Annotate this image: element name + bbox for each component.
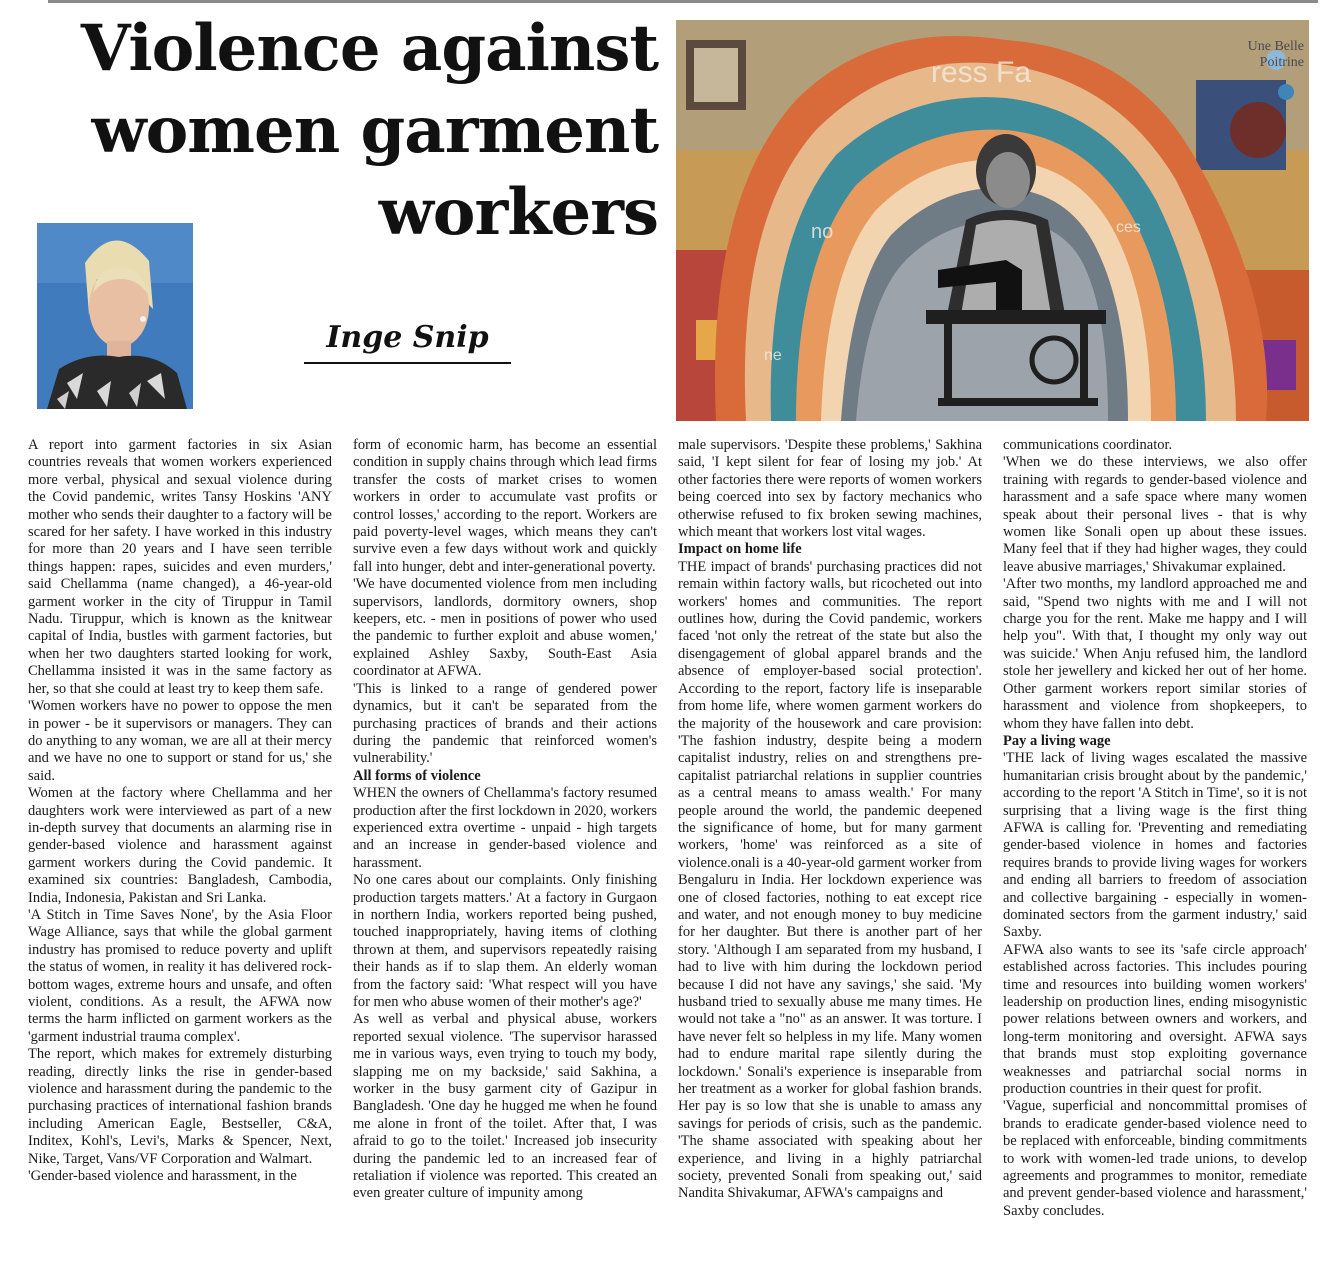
article-column-3 (678, 437, 982, 1243)
collage-fragment-text-4: ne (764, 347, 782, 364)
collage-corner-text: Une Belle Poitrine (1247, 39, 1304, 70)
article-paragraph: 'A Stitch in Time Saves None', by the Asia Floor Wage Alliance, says that while the global garment industry has promised to reduce poverty and uplift the status of women, in reality it has delivered rock-bottom wages, extreme hours and unsafe, and often violent, conditions. As a result, the AFWA now terms the harm inflicted on garment workers as the 'garment industrial trauma complex'. (28, 906, 332, 1045)
section-heading: All forms of violence (353, 767, 481, 784)
article-paragraph: A report into garment factories in six Asian countries reveals that women workers experienced more verbal, physical and sexual violence during the Covid pandemic, writes Tansy Hoskins 'ANY mother who sends their daughter to a factory will be scared for her safety. I have worked in this industry for more than 20 years and I have seen terrible things happen: rapes, suicides and even murders,' said Chellamma (name changed), a 46-year-old garment worker in the city of Tiruppur in Tamil Nadu. Tiruppur, which is known as the knitwear capital of India, bustles with garment factories, but when her two daughters started looking for work, Chellamma insisted it was in the same factory as her, so that she could at least try to keep them safe. (28, 437, 332, 697)
article-paragraph: 'When we do these interviews, we also offer training with regards to gender-based violence and harassment and a safe space where many women speak about their personal lives - that is why women like Sonali open up about these issues. Many feel that if they had higher wages, they could leave abusive marriages,' Shivakumar explained. (1003, 454, 1307, 575)
article-column-2 (353, 437, 657, 1243)
article-paragraph: communications coordinator. (1003, 437, 1173, 453)
article-paragraph: 'Gender-based violence and harassment, in the (28, 1168, 297, 1185)
section-heading: Pay a living wage (1003, 732, 1111, 749)
top-rule (48, 0, 1318, 3)
hero-illustration (676, 20, 1309, 421)
article-column-4 (1003, 437, 1307, 1243)
collage-fragment-text-1: ress Fa (931, 56, 1032, 89)
article-paragraph: As well as verbal and physical abuse, workers reported sexual violence. 'The supervisor harassed me in various ways, even trying to touch my body, slapping me on my backside,' said Sakhina, a worker in the busy garment city of Gazipur in Bangladesh. 'One day he hugged me when he found me alone in front of the toilet. After that, I was afraid to go to the toilet.' Increased job insecurity during the pandemic led to an increased fear of retaliation if violence was reported. This created an even greater culture of impunity among (353, 1011, 657, 1202)
section-heading: Impact on home life (678, 541, 802, 558)
headline: Violence against women garment workers (80, 11, 658, 250)
collage-fragment-text-3: ces (1116, 219, 1141, 236)
article-paragraph: male supervisors. 'Despite these problems,' Sakhina said, 'I kept silent for fear of losing my job.' At other factories there were reports of women workers being coerced into sex by factory mechanics who otherwise refused to fix broken sewing machines, which meant that workers lost vital wages. (678, 437, 982, 541)
author-portrait-illustration (37, 223, 193, 409)
article-paragraph: 'This is linked to a range of gendered power dynamics, but it can't be separated from the purchasing practices of brands and their actions during the pandemic that reinforced women's vulnerability.' (353, 680, 657, 767)
seamstress-collage-image (676, 20, 1309, 421)
article-paragraph: No one cares about our complaints. Only finishing production targets matters.' At a factory in Gurgaon in northern India, workers reported being pushed, touched inappropriately, having items of clothing thrown at them, and supervisors repeatedly raising their hands as if to slap them. An elderly woman from the factory said: 'What respect will you have for men who abuse women of their mother's age?' (353, 872, 657, 1010)
article-paragraph: 'We have documented violence from men including supervisors, landlords, dormitory owners, shop keepers, etc. - men in positions of power who used the pandemic to further exploit and abuse women,' explained Ashley Saxby, South-East Asia coordinator at AFWA. (353, 576, 657, 680)
article-paragraph: AFWA also wants to see its 'safe circle approach' established across factories. This includes pouring time and resources into building women workers' leadership on production lines, ending misogynistic power relations between owners and workers, and long-term monitoring and oversight. AFWA says that brands must stop exploiting governance weaknesses and patriarchal social norms in production countries in their quest for profit. (1003, 941, 1307, 1098)
article-paragraph: THE impact of brands' purchasing practices did not remain within factory walls, but ricocheted out into workers' homes and communities. The report outlines how, during the Covid pandemic, workers faced 'not only the retreat of the state but also the disengagement of global apparel brands and the absence of employer-based social protection'. According to the report, factory life is inseparable from home life, where women garment workers do the majority of the housework and care provision: 'The fashion industry, despite being a modern capitalist industry, relies on and strengthens pre-capitalist patriarchal relations in supplier countries as a central means to amass wealth.' For many people around the world, the pandemic deepened the significance of home, but for many garment workers, 'home' was reinforced as a site of violence.onali is a 40-year-old garment worker from Bengaluru in India. Her lockdown experience was one of closed factories, nothing to eat except rice and water, and not enough money to buy medicine for her daughter. But there is another part of her story. 'Although I am separated from my husband, I had to live with him during the lockdown period because I did not have any savings,' she said. 'My husband tried to sexually abuse me many times. He would not take a "no" as an answer. It was torture. I have never felt so helpless in my life. Many women had to endure marital rape silently during the lockdown.' Sonali's experience is inseparable from her treatment as a worker for global fashion brands. Her pay is so low that she is unable to amass any savings for periods of crisis, such as the pandemic. 'The shame associated with speaking about her experience, and living in a highly patriarchal society, prevented Sonali from speaking out,' said Nandita Shivakumar, AFWA's campaigns and (678, 558, 982, 1202)
article-paragraph: 'After two months, my landlord approached me and said, "Spend two nights with me and I will not charge you for the rent. Make me happy and I will help you". With that, I thought my only way out was suicide.' When Anju refused him, the landlord stole her jewellery and kicked her out of her home. Other garment workers report similar stories of harassment and violence from shopkeepers, to whom they have fallen into debt. (1003, 576, 1307, 732)
article-paragraph: The report, which makes for extremely disturbing reading, directly links the rise in gender-based violence and harassment during the pandemic to the purchasing practices of international fashion brands including American Eagle, Bestseller, C&A, Inditex, Kohl's, Levi's, Marks & Spencer, Next, Nike, Target, Vans/VF Corporation and Walmart. (28, 1046, 332, 1167)
article-paragraph: 'Vague, superficial and noncommittal promises of brands to eradicate gender-based violence need to be replaced with enforceable, binding commitments to work with women-led trade unions, to develop agreements and programmes to monitor, remediate and prevent gender-based violence and harassment,' Saxby concludes. (1003, 1098, 1307, 1219)
collage-fragment-text-2: no (811, 221, 834, 243)
article-paragraph: WHEN the owners of Chellamma's factory resumed production after the first lockdown in 2020, workers experienced extra overtime - unpaid - high targets and an increase in gender-based violence and harassment. (353, 785, 657, 871)
article-paragraph: Women at the factory where Chellamma and her daughters work were interviewed as part of a new in-depth survey that documents an alarming rise in gender-based violence and harassment against garment workers during the Covid pandemic. It examined six countries: Bangladesh, Cambodia, India, Indonesia, Pakistan and Sri Lanka. (28, 785, 332, 906)
article-paragraph: form of economic harm, has become an essential condition in supply chains through which lead firms transfer the costs of market crises to women workers in order to accumulate vast profits or control losses,' according to the report. Workers are paid poverty-level wages, which means they can't survive even a few days without work and quickly fall into hunger, debt and inter-generational poverty. (353, 437, 657, 575)
article-column-1 (28, 437, 332, 1243)
article-paragraph: 'THE lack of living wages escalated the massive humanitarian crisis brought about by the pandemic,' according to the report 'A Stitch in Time', so it is not surprising that a living wage is the first thing AFWA is calling for. 'Preventing and remediating gender-based violence in homes and factories requires brands to provide living wages for workers and ending all barriers to freedom of association and collective bargaining - especially in women-dominated sectors from the garment industry,' said Saxby. (1003, 750, 1307, 941)
article-paragraph: 'Women workers have no power to oppose the men in power - be it supervisors or managers. They can do anything to any woman, we are all at their mercy and we have no one to support or stand for us,' she said. (28, 698, 332, 784)
byline: Inge Snip (304, 318, 511, 364)
author-photo (37, 223, 193, 409)
